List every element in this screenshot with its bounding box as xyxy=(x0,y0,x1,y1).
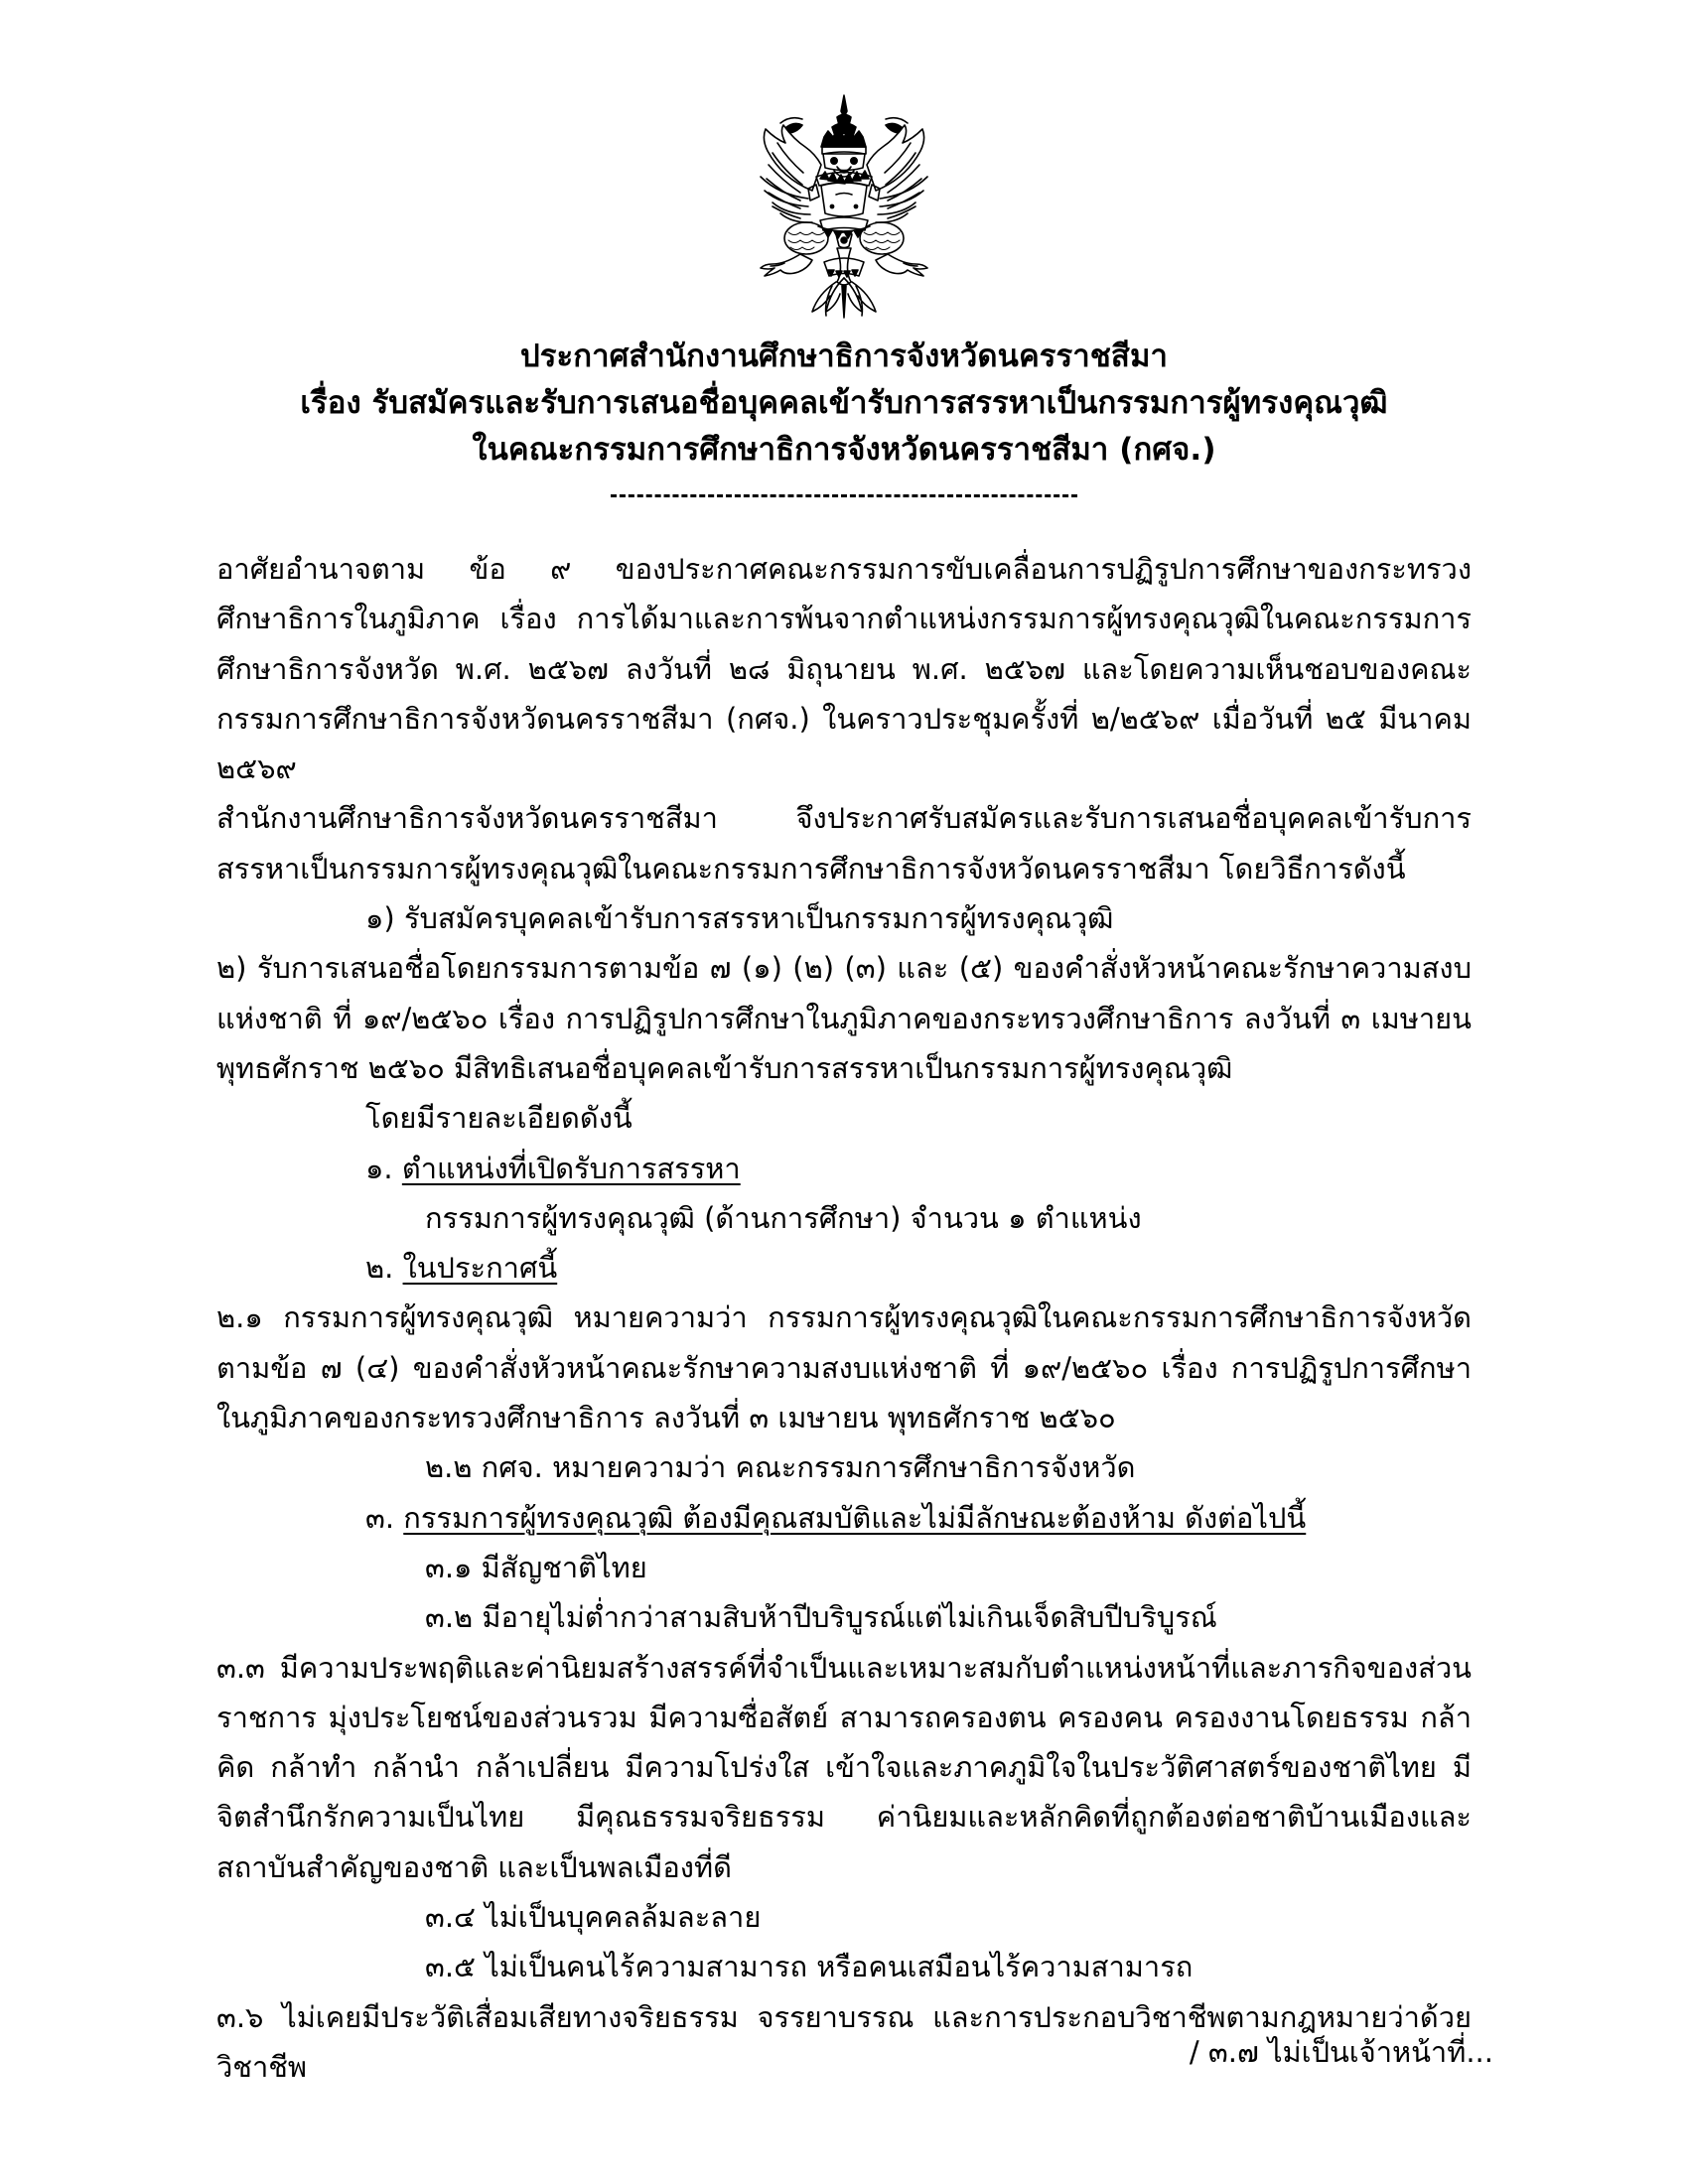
section-3-number: ๓. xyxy=(365,1500,395,1535)
section-3-heading-row xyxy=(216,1493,1472,1543)
section-3-item-6: ๓.๖ ไม่เคยมีประวัติเสื่อมเสียทางจริยธรรม จรรยาบรรณ และการประกอบวิชาชีพตามกฎหมายว่าด้วยวิชาชีพ xyxy=(216,1999,1472,2084)
section-3-item-3: ๓.๓ มีความประพฤติและค่านิยมสร้างสรรค์ที่จำเป็นและเหมาะสมกับตำแหน่งหน้าที่และภารกิจของส่วนราชการ มุ่งประโยชน์ของส่วนรวม มีความซื่อสัตย์ สามารถครองตน ครองคน ครองงานโดยธรรม กล้าคิด กล้าทำ กล้านำ กล้าเปลี่ยน มีความโปร่งใส เข้าใจและภาคภูมิใจในประวัติศาสตร์ของชาติไทย มีจิตสำนึกรักความเป็นไทย มีคุณธรรมจริยธรรม ค่านิยมและหลักคิดที่ถูกต้องต่อชาติบ้านเมืองและสถาบันสำคัญของชาติ และเป็นพลเมืองที่ดี xyxy=(216,1650,1472,1884)
method-item-1: ๑) รับสมัครบุคคลเข้ารับการสรรหาเป็นกรรมการผู้ทรงคุณวุฒิ xyxy=(365,901,1114,936)
section-3-item-5: ๓.๕ ไม่เป็นคนไร้ความสามารถ หรือคนเสมือนไร้ความสามารถ xyxy=(425,1950,1194,1984)
section-2-item-2: ๒.๒ กศจ. หมายความว่า คณะกรรมการศึกษาธิการจังหวัด xyxy=(425,1450,1136,1485)
dashed-rule xyxy=(611,494,1077,497)
page-continuation-note: / ๓.๗ ไม่เป็นเจ้าหน้าที่... xyxy=(1189,2035,1493,2069)
section-1-heading: ตำแหน่งที่เปิดรับการสรรหา xyxy=(401,1151,741,1185)
method-item-2: ๒) รับการเสนอชื่อโดยกรรมการตามข้อ ๗ (๑) (๒) (๓) และ (๕) ของคำสั่งหัวหน้าคณะรักษาความสงบแห่งชาติ ที่ ๑๙/๒๕๖๐ เรื่อง การปฏิรูปการศึกษาในภูมิภาคของกระทรวงศึกษาธิการ ลงวันที่ ๓ เมษายน พุทธศักราช ๒๕๖๐ มีสิทธิเสนอชื่อบุคคลเข้ารับการสรรหาเป็นกรรมการผู้ทรงคุณวุฒิ xyxy=(216,951,1472,1085)
section-1-body: กรรมการผู้ทรงคุณวุฒิ (ด้านการศึกษา) จำนวน ๑ ตำแหน่ง xyxy=(425,1200,1142,1235)
heading-line-1: ประกาศสำนักงานศึกษาธิการจังหวัดนครราชสีมา xyxy=(519,339,1168,374)
heading-line-2: เรื่อง รับสมัครและรับการเสนอชื่อบุคคลเข้ารับการสรรหาเป็นกรรมการผู้ทรงคุณวุฒิ xyxy=(300,385,1388,422)
section-2-heading-row xyxy=(216,1243,1472,1293)
section-3-heading: กรรมการผู้ทรงคุณวุฒิ ต้องมีคุณสมบัติและไม่มีลักษณะต้องห้าม ดังต่อไปนี้ xyxy=(403,1500,1307,1535)
paragraph-authority: อาศัยอำนาจตาม ข้อ ๙ ของประกาศคณะกรรมการขับเคลื่อนการปฏิรูปการศึกษาของกระทรวงศึกษาธิการในภูมิภาค เรื่อง การได้มาและการพ้นจากตำแหน่งกรรมการผู้ทรงคุณวุฒิในคณะกรรมการศึกษาธิการจังหวัด พ.ศ. ๒๕๖๗ ลงวันที่ ๒๘ มิถุนายน พ.ศ. ๒๕๖๗ และโดยความเห็นชอบของคณะกรรมการศึกษาธิการจังหวัดนครราชสีมา (กศจ.) ในคราวประชุมครั้งที่ ๒/๒๕๖๙ เมื่อวันที่ ๒๕ มีนาคม ๒๕๖๙ xyxy=(216,552,1472,786)
details-intro: โดยมีรายละเอียดดังนี้ xyxy=(365,1101,633,1136)
document-body xyxy=(216,544,1472,2092)
section-3-item-2: ๓.๒ มีอายุไม่ต่ำกว่าสามสิบห้าปีบริบูรณ์แต่ไม่เกินเจ็ดสิบปีบริบูรณ์ xyxy=(425,1600,1217,1635)
section-3-item-1: ๓.๑ มีสัญชาติไทย xyxy=(425,1550,647,1584)
section-1-number: ๑. xyxy=(365,1151,393,1185)
heading-line-3: ในคณะกรรมการศึกษาธิการจังหวัดนครราชสีมา (กศจ.) xyxy=(472,432,1216,469)
section-2-item-1: ๒.๑ กรรมการผู้ทรงคุณวุฒิ หมายความว่า กรรมการผู้ทรงคุณวุฒิในคณะกรรมการศึกษาธิการจังหวัด ตามข้อ ๗ (๔) ของคำสั่งหัวหน้าคณะรักษาความสงบแห่งชาติ ที่ ๑๙/๒๕๖๐ เรื่อง การปฏิรูปการศึกษาในภูมิภาคของกระทรวงศึกษาธิการ ลงวันที่ ๓ เมษายน พุทธศักราช ๒๕๖๐ xyxy=(216,1300,1472,1435)
paragraph-announcement: สำนักงานศึกษาธิการจังหวัดนครราชสีมา จึงประกาศรับสมัครและรับการเสนอชื่อบุคคลเข้ารับการสรรหาเป็นกรรมการผู้ทรงคุณวุฒิในคณะกรรมการศึกษาธิการจังหวัดนครราชสีมา โดยวิธีการดังนี้ xyxy=(216,801,1472,886)
section-2-number: ๒. xyxy=(365,1251,394,1286)
section-3-item-4: ๓.๔ ไม่เป็นบุคคลล้มละลาย xyxy=(425,1900,762,1935)
garuda-emblem xyxy=(0,87,1688,326)
heading-divider xyxy=(0,494,1688,497)
section-2-heading: ในประกาศนี้ xyxy=(402,1251,558,1286)
document-heading xyxy=(149,334,1539,474)
section-1-heading-row xyxy=(216,1144,1472,1193)
